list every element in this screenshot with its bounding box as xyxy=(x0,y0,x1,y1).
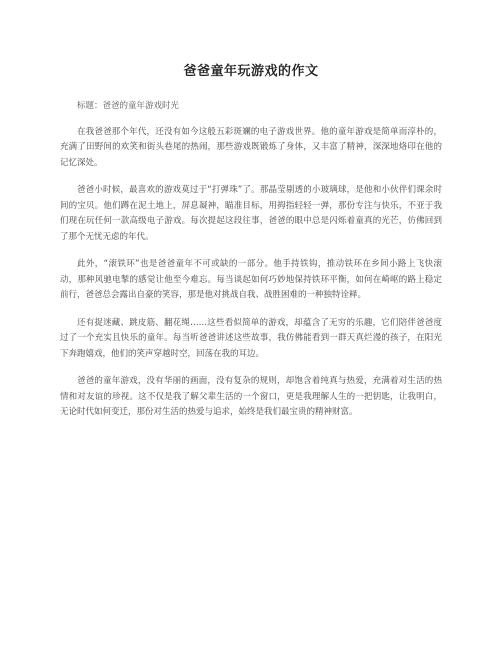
document-subtitle: 标题：爸爸的童年游戏时光 xyxy=(77,101,180,111)
paragraph-5: 爸爸的童年游戏，没有华丽的画面，没有复杂的规则，却饱含着纯真与热爱，充满着对生活的热情和对友谊的珍视。这不仅是我了解父辈生活的一个窗口，更是我理解人生的一把钥匙，让我明白，无论时代如何变迁，那份对生活的热爱与追求，始终是我们最宝贵的精神财富。 xyxy=(60,376,442,417)
paragraph-4: 还有捉迷藏、跳皮筋、翻花绳……这些看似简单的游戏，却蕴含了无穷的乐趣，它们陪伴爸爸度过了一个充实且快乐的童年。每当听爸爸讲述这些故事，我仿佛能看到一群天真烂漫的孩子，在阳光下奔跑嬉戏，他们的笑声穿越时空，回荡在我的耳边。 xyxy=(60,317,442,359)
document-title: 爸爸童年玩游戏的作文 xyxy=(183,64,319,79)
paragraph-2: 爸爸小时候，最喜欢的游戏莫过于“打弹珠”了。那晶莹剔透的小玻璃球，是他和小伙伴们课余时间的宝贝。他们蹲在泥土地上，屏息凝神，瞄准目标，用拇指轻轻一弹，那份专注与快乐，不亚于我们现在玩任何一款高级电子游戏。每次提起这段往事，爸爸的眼中总是闪烁着童真的光芒，仿佛回到了那个无忧无虑的年代。 xyxy=(60,185,442,242)
document-body xyxy=(60,99,442,433)
paragraph-1: 在我爸爸那个年代，还没有如今这般五彩斑斓的电子游戏世界。他的童年游戏是简单而淳朴的，充满了田野间的欢笑和街头巷尾的热闹，那些游戏既锻炼了身体，又丰富了精神，深深地烙印在他的记忆深处。 xyxy=(60,126,442,168)
paragraph-3: 此外，“滚铁环”也是爸爸童年不可或缺的一部分。他手持铁钩，推动铁环在乡间小路上飞快滚动，那种风驰电掣的感觉让他至今难忘。每当谈起如何巧妙地保持铁环平衡，如何在崎岖的路上稳定前行，爸爸总会露出自豪的笑容，那是他对挑战自我、战胜困难的一种独特诠释。 xyxy=(60,259,442,300)
